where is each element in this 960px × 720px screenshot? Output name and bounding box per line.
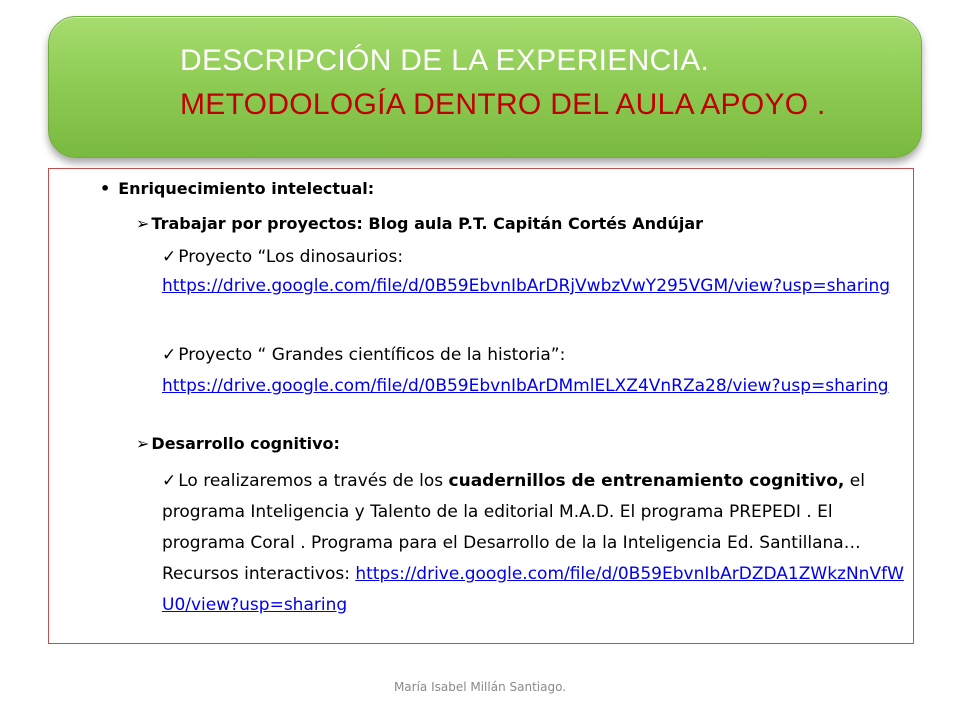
sub-heading-cognitivo <box>136 434 340 453</box>
bullet-label: Enriquecimiento intelectual: <box>118 179 375 198</box>
proyecto-dinosaurios-link[interactable]: https://drive.google.com/file/d/0B59EbvnIbArDRjVwbzVwY295VGM/view?usp=sharing <box>162 276 891 296</box>
arrow-icon: ➢ <box>136 434 150 453</box>
proyecto-cientificos <box>162 340 904 371</box>
title-line-2: METODOLOGÍA DENTRO DEL AULA APOYO . <box>180 88 826 121</box>
proyecto-dinosaurios <box>162 247 403 267</box>
title-line-1: DESCRIPCIÓN DE LA EXPERIENCIA. <box>180 44 710 77</box>
proyecto-cientificos-link-wrap <box>162 371 904 402</box>
sub-heading-proyectos <box>136 214 703 233</box>
cognitivo-text-pre: Lo realizaremos a través de los <box>178 471 449 491</box>
cognitivo-text-bold: cuadernillos de entrenamiento cognitivo, <box>448 471 845 491</box>
sub-heading-proyectos-label: Trabajar por proyectos: Blog aula P.T. Capitán Cortés Andújar <box>151 214 704 233</box>
footer-author: María Isabel Millán Santiago. <box>393 680 567 694</box>
proyecto-cientificos-label: Proyecto “ Grandes científicos de la historia”: <box>178 345 566 365</box>
cognitivo-text-post: el programa Inteligencia y Talento de la editorial M.A.D. El programa PREPEDI . El programa Coral . Programa para el Desarrollo de la la Inteligencia Ed. Santillana… Recursos interactivos: <box>162 471 865 584</box>
proyecto-cientificos-link[interactable]: https://drive.google.com/file/d/0B59EbvnIbArDMmlELXZ4VnRZa28/view?usp=sharing <box>162 376 889 396</box>
bullet-icon: • <box>100 179 111 198</box>
check-icon: ✓ <box>162 471 177 491</box>
bullet-enriquecimiento <box>100 179 374 198</box>
proyecto-dinosaurios-link-wrap <box>162 271 904 302</box>
arrow-icon: ➢ <box>136 214 150 233</box>
title-banner <box>48 16 922 158</box>
check-icon: ✓ <box>162 345 177 365</box>
sub-heading-cognitivo-label: Desarrollo cognitivo: <box>151 434 340 453</box>
proyecto-dinosaurios-label: Proyecto “Los dinosaurios: <box>178 247 404 267</box>
cognitivo-link[interactable]: https://drive.google.com/file/d/0B59EbvnIbArDZDA1ZWkzNnVfWU0/view?usp=sharing <box>162 564 904 615</box>
cognitivo-paragraph <box>162 466 904 621</box>
check-icon: ✓ <box>162 247 177 267</box>
